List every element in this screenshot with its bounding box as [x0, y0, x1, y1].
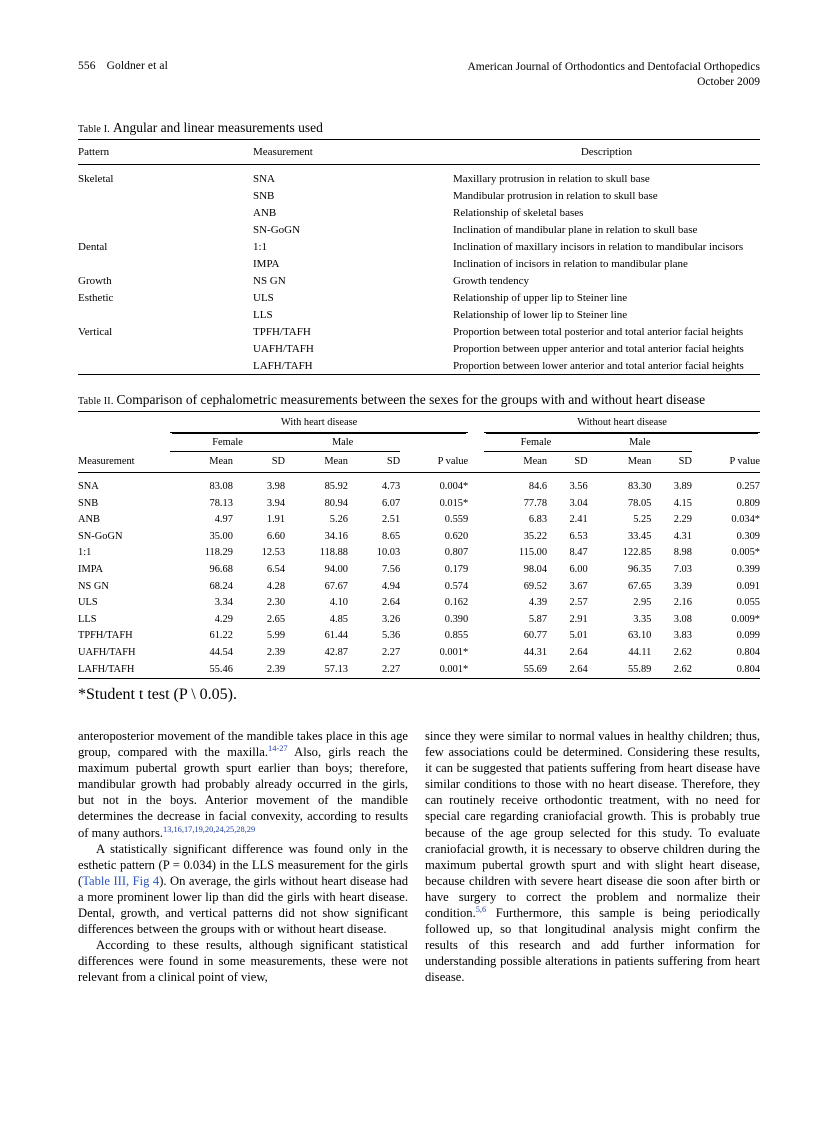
table-2-cell-wo-pvalue: 0.257 — [736, 481, 760, 492]
table-1-row — [78, 188, 760, 205]
table-2-cell-wd-m-mean: 67.67 — [324, 580, 348, 592]
reference-marker-list[interactable]: 13,16,17,19,20,24,25,28,29 — [163, 824, 256, 834]
table-2-col-wo-pvalue: P value — [729, 456, 760, 467]
table-2-col-wo-m-sd: SD — [678, 456, 692, 467]
table-2-cell-wo-m-sd: 3.08 — [673, 613, 692, 625]
table-2-cell-wo-f-mean: 4.39 — [528, 597, 548, 609]
table-2-cell-measurement: SNA — [78, 481, 99, 492]
table-2-cell-wo-m-mean: 2.95 — [633, 597, 652, 609]
table-1-row — [78, 239, 760, 256]
table-2-row — [78, 645, 760, 662]
table-2-cell-wd-f-sd: 6.54 — [266, 563, 286, 575]
table-2-body — [78, 473, 760, 687]
table-2-cell-wo-m-sd: 3.39 — [673, 580, 692, 592]
table-2-cell-wo-pvalue: 0.055 — [736, 597, 760, 609]
table-2-cell-spacer — [468, 496, 484, 513]
table-1-cell-measurement: 1:1 — [253, 240, 268, 253]
significance-star: * — [754, 613, 760, 625]
table-2-cell-wd-m-sd: 4.94 — [381, 580, 401, 592]
table-2-cell-spacer — [468, 661, 484, 678]
left-paragraph-3: According to these results, although significant statistical differences were found in some measurements, these were not relevant from a clinical point of view, — [78, 938, 408, 985]
table-2-cell-measurement: LAFH/TAFH — [78, 663, 135, 675]
table-2-column-header-row — [78, 452, 760, 473]
table-2-cell-measurement: SNB — [78, 497, 99, 509]
table-1-cell-measurement: ULS — [253, 291, 274, 304]
table-1-cell-pattern — [78, 256, 253, 273]
table-2-cell-wd-m-sd: 7.56 — [381, 563, 401, 575]
right-p1-text-a: since they were similar to normal values in healthy children; thus, few associations could be determined. Considering these results, it can be suggested that patients suffering from heart disease have similar conditions to those with no heart disease. Therefore, they can routinely receive orthodontic treatment, with no need for special care regarding craniofacial growth. This is probably true because of the age group selected for this study. To evaluate craniofacial growth, it is necessary to observe children during the maximum pubertal growth spurt and with slight heart disease, because children with severe heart disease die soon after birth or have surgery to correct the problem and normalize their condition. — [425, 729, 760, 921]
reference-marker-14-27[interactable]: 14-27 — [268, 743, 288, 753]
table-2-cell-wo-pvalue: 0.091 — [736, 580, 760, 592]
table-2-grid — [78, 411, 760, 686]
right-p1-text-b: Furthermore, this sample is being periodically followed up, so that longitudinal analysis might confirm the results of this research and add further information for understanding possible alterations in patients suffering from heart disease. — [425, 906, 760, 985]
table-2-cell-wd-m-sd: 4.73 — [381, 481, 401, 492]
body-column-right — [425, 728, 760, 986]
table-2 — [78, 392, 760, 704]
table-1-row — [78, 307, 760, 324]
table-1-cell-pattern: Esthetic — [78, 291, 114, 304]
table-1-cell-pattern — [78, 307, 253, 324]
table-2-cell-wd-pvalue: 0.179 — [444, 563, 469, 575]
table-2-row — [78, 595, 760, 612]
table-2-cell-wo-m-mean: 44.11 — [628, 646, 652, 658]
table-2-cell-wd-m-mean: 85.92 — [324, 481, 348, 492]
table-2-cell-wo-m-sd: 3.83 — [673, 630, 692, 642]
table-2-sex-wd-female: Female — [170, 433, 285, 452]
table-2-cell-wd-pvalue: 0.015* — [439, 497, 469, 509]
table-1-cell-measurement: IMPA — [253, 257, 280, 270]
table-2-cell-wd-f-sd: 1.91 — [266, 514, 286, 526]
table-2-cell-wd-f-sd: 3.98 — [266, 481, 286, 492]
table-2-cell-wo-f-mean: 60.77 — [523, 630, 548, 642]
table-1-row — [78, 222, 760, 239]
table-2-row — [78, 473, 760, 496]
table-2-cell-measurement: SN-GoGN — [78, 530, 123, 542]
table-1-cell-measurement: SNB — [253, 189, 275, 202]
table-2-cell-wd-m-mean: 34.16 — [324, 530, 348, 542]
table-2-cell-wo-m-mean: 83.30 — [627, 481, 652, 492]
table-2-cell-wd-f-sd: 2.39 — [266, 646, 286, 658]
table-2-cell-wo-m-mean: 122.85 — [622, 547, 652, 559]
table-2-cell-wd-f-mean: 118.29 — [204, 547, 233, 559]
table-1-grid — [78, 139, 760, 382]
table-2-col-wd-pvalue: P value — [437, 456, 469, 467]
table-2-cell-wd-m-sd: 10.03 — [376, 547, 401, 559]
table-2-cell-wo-f-sd: 3.04 — [569, 497, 588, 509]
table-2-footnote: *Student t test (P \ 0.05). — [78, 686, 237, 704]
table-1-cell-description: Relationship of upper lip to Steiner line — [453, 291, 628, 304]
table-2-cell-wd-f-sd: 2.65 — [266, 613, 286, 625]
table-1-cell-pattern: Growth — [78, 274, 112, 287]
table-2-row — [78, 578, 760, 595]
table-2-cell-wd-f-mean: 68.24 — [209, 580, 233, 592]
left-p2-text-b: ). On average, the girls without heart disease had a more prominent lower lip than did the girls with heart disease. Dental, growth, and vertical patterns did not show significant differences between the groups with or without heart disease. — [78, 873, 408, 937]
right-paragraph-1 — [425, 728, 760, 986]
table-2-cell-wo-f-mean: 6.83 — [528, 514, 548, 526]
table-2-cell-wd-m-mean: 80.94 — [324, 497, 348, 509]
table-2-cell-wd-m-sd: 2.51 — [381, 514, 401, 526]
table-1-cell-pattern: Skeletal — [78, 173, 114, 185]
table-2-cell-wo-f-sd: 2.91 — [569, 613, 588, 625]
table-2-number: Table II. — [78, 396, 114, 407]
table-2-cell-wd-m-mean: 5.26 — [329, 514, 348, 526]
table-2-cell-wd-m-sd: 8.65 — [381, 530, 401, 542]
table-2-cell-measurement: UAFH/TAFH — [78, 646, 136, 658]
left-p2-text-a: A statistically significant difference was found only in the esthetic pattern (P = 0.034) in the LLS measurement for the girls ( — [78, 841, 408, 888]
table-2-col-wd-m-sd: SD — [386, 456, 401, 467]
table-1-cell-pattern — [78, 341, 253, 358]
table-2-cell-wd-pvalue: 0.620 — [444, 530, 469, 542]
page-number: 556 — [78, 60, 96, 72]
table-1-cell-measurement: SN-GoGN — [253, 223, 301, 236]
table-2-sex-header-row — [78, 433, 760, 452]
table-2-cell-wo-pvalue: 0.809 — [736, 497, 760, 509]
table-2-cell-wo-m-mean: 67.65 — [627, 580, 652, 592]
left-p1-text-b: Also, girls reach the maximum pubertal growth spurt earlier than boys; therefore, mandibular growth had probably already occurred in the girls, but not in the boys. Anterior movement of the mandible determines the decrease in facial convexity, according to results of many authors. — [78, 745, 409, 840]
table-2-cell-wd-f-mean: 44.54 — [209, 646, 233, 658]
significance-star: * — [462, 497, 469, 509]
table-2-cell-wd-f-sd: 5.99 — [266, 630, 286, 642]
table-2-cell-wo-pvalue: 0.309 — [736, 530, 760, 542]
table-2-cell-measurement: ULS — [78, 597, 98, 609]
table-1-col-pattern: Pattern — [78, 146, 110, 158]
journal-title: American Journal of Orthodontics and Dentofacial Orthopedics — [467, 61, 760, 73]
table-1-cell-measurement: LLS — [253, 308, 273, 321]
table-2-cell-wd-m-sd: 2.27 — [381, 646, 401, 658]
table-2-cell-measurement: TPFH/TAFH — [78, 630, 133, 642]
table-2-sex-wd-male: Male — [285, 433, 400, 452]
table-2-col-wo-m-mean: Mean — [627, 456, 652, 467]
table-2-row — [78, 562, 760, 579]
table-2-cell-wo-f-sd: 2.64 — [569, 663, 588, 675]
table-2-group-header-row — [78, 412, 760, 433]
table-2-row — [78, 545, 760, 562]
table-2-cell-wd-m-sd: 2.27 — [381, 663, 401, 675]
table-2-cell-wd-m-mean: 4.85 — [329, 613, 348, 625]
table-2-cell-measurement: LLS — [78, 613, 97, 625]
table-2-row — [78, 612, 760, 629]
table-1-header-row — [78, 140, 760, 165]
table-2-cell-wd-m-sd: 2.64 — [381, 597, 401, 609]
table-1-row — [78, 290, 760, 307]
table-2-cell-wo-f-mean: 77.78 — [523, 497, 548, 509]
table-2-cell-spacer — [468, 612, 484, 629]
table-2-cell-wo-f-sd: 6.00 — [569, 563, 588, 575]
table-2-cell-wd-pvalue: 0.390 — [444, 613, 469, 625]
table-1 — [78, 120, 760, 382]
table-2-cell-wo-m-sd: 4.15 — [673, 497, 692, 509]
table-2-cell-wd-f-mean: 96.68 — [209, 563, 233, 575]
reference-marker-5-6[interactable]: 5,6 — [475, 904, 487, 914]
table-2-cell-wd-m-sd: 3.26 — [381, 613, 401, 625]
table-2-cell-wd-pvalue: 0.162 — [444, 597, 469, 609]
table-1-cell-pattern: Dental — [78, 240, 108, 253]
table-2-cell-wo-m-mean: 33.45 — [627, 530, 652, 542]
table-2-cell-wd-f-sd: 6.60 — [266, 530, 286, 542]
table-2-cell-measurement: 1:1 — [78, 547, 92, 559]
table-2-cell-wd-f-mean: 4.97 — [214, 514, 233, 526]
significance-star: * — [462, 481, 469, 492]
table-1-cell-description: Inclination of incisors in relation to mandibular plane — [453, 257, 688, 270]
table-1-row — [78, 324, 760, 341]
table-2-cell-wo-m-mean: 96.35 — [627, 563, 652, 575]
table-1-cell-description: Proportion between lower anterior and total anterior facial heights — [453, 359, 744, 372]
table-2-row — [78, 661, 760, 678]
body-column-left — [78, 728, 408, 986]
table-1-cell-description: Inclination of mandibular plane in relation to skull base — [453, 223, 698, 236]
table-2-cell-wd-m-mean: 61.44 — [324, 630, 348, 642]
table-2-row — [78, 529, 760, 546]
table-2-cell-wo-m-sd: 4.31 — [673, 530, 692, 542]
table-1-cell-pattern — [78, 357, 253, 374]
table-2-cell-wo-f-sd: 6.53 — [569, 530, 588, 542]
table-2-cell-wo-f-sd: 8.47 — [569, 547, 588, 559]
table-2-cell-wd-pvalue: 0.807 — [444, 547, 469, 559]
table-2-col-wd-f-sd: SD — [271, 456, 286, 467]
table-2-cell-wo-f-sd: 2.64 — [569, 646, 588, 658]
table-1-cell-description: Mandibular protrusion in relation to skull base — [453, 189, 658, 202]
table-2-cell-wd-f-sd: 2.39 — [266, 663, 286, 675]
table-2-cell-wd-pvalue: 0.855 — [444, 630, 469, 642]
running-head-authors: Goldner et al — [106, 60, 168, 72]
table-2-cell-wo-pvalue: 0.804 — [736, 663, 760, 675]
table-2-cell-measurement: ANB — [78, 514, 100, 526]
table-2-cell-wd-pvalue: 0.004* — [439, 481, 469, 492]
table-2-cell-wo-m-mean: 55.89 — [627, 663, 652, 675]
table-2-col-measurement: Measurement — [78, 456, 135, 467]
significance-star: * — [754, 514, 760, 526]
table-2-col-wo-f-sd: SD — [574, 456, 588, 467]
significance-star: * — [754, 547, 760, 559]
table-2-row — [78, 628, 760, 645]
table-2-cell-wo-m-sd: 2.62 — [673, 646, 692, 658]
table-1-cell-measurement: ANB — [253, 206, 277, 219]
table-2-cell-wd-m-mean: 94.00 — [324, 563, 348, 575]
table-2-cell-wo-f-sd: 2.41 — [569, 514, 588, 526]
table-1-cell-description: Relationship of lower lip to Steiner line — [453, 308, 628, 321]
table-1-row — [78, 357, 760, 374]
running-head-left — [78, 60, 168, 72]
table-2-cell-wo-f-mean: 98.04 — [523, 563, 548, 575]
table-2-cell-wd-m-mean: 4.10 — [329, 597, 348, 609]
table-2-cell-wd-m-mean: 118.88 — [319, 547, 348, 559]
table-2-cell-wo-pvalue: 0.009* — [731, 613, 760, 625]
table-2-cell-wo-m-sd: 8.98 — [673, 547, 692, 559]
table-2-cell-wd-pvalue: 0.001* — [439, 646, 469, 658]
running-head — [78, 60, 760, 100]
table-1-cell-measurement: UAFH/TAFH — [253, 342, 314, 355]
table-2-cell-wd-m-sd: 6.07 — [381, 497, 401, 509]
table-2-cell-wo-f-mean: 84.6 — [528, 481, 548, 492]
table-1-row — [78, 341, 760, 358]
table-2-cell-measurement: IMPA — [78, 563, 104, 575]
table-2-cell-wd-pvalue: 0.574 — [444, 580, 469, 592]
table-2-cell-wo-f-sd: 2.57 — [569, 597, 588, 609]
table-2-cell-wo-m-mean: 3.35 — [633, 613, 652, 625]
table-1-caption — [78, 120, 760, 139]
table-2-cell-wd-f-sd: 12.53 — [261, 547, 286, 559]
table-1-cell-measurement: NS GN — [253, 274, 286, 287]
table-2-cell-wo-f-mean: 115.00 — [518, 547, 548, 559]
left-p1-text-a: anteroposterior movement of the mandible takes place in this age group, compared with the maxilla. — [78, 729, 408, 760]
table-2-group-with-heart-disease: With heart disease — [170, 412, 468, 433]
table-1-cell-pattern: Vertical — [78, 325, 113, 338]
table-2-cell-wo-m-sd: 3.89 — [673, 481, 692, 492]
table-2-cell-wd-m-mean: 57.13 — [324, 663, 348, 675]
table-2-cell-wo-f-sd: 3.67 — [569, 580, 588, 592]
table-2-cell-spacer — [468, 628, 484, 645]
table-2-cell-wo-pvalue: 0.005* — [731, 547, 760, 559]
table-1-cell-description: Maxillary protrusion in relation to skull base — [453, 173, 650, 185]
table-2-title: Comparison of cephalometric measurements between the sexes for the groups with and without heart disease — [116, 392, 706, 407]
table-2-cell-wo-m-sd: 2.16 — [673, 597, 692, 609]
table-2-sex-wo-female: Female — [484, 433, 587, 452]
table-1-cell-description: Proportion between upper anterior and total anterior facial heights — [453, 342, 744, 355]
table-1-cell-measurement: SNA — [253, 173, 276, 185]
table-2-cell-wd-m-sd: 5.36 — [381, 630, 401, 642]
table-1-cell-pattern — [78, 188, 253, 205]
table-2-cell-spacer — [468, 473, 484, 496]
table-2-col-wo-f-mean: Mean — [523, 456, 548, 467]
table-2-cell-wo-f-sd: 3.56 — [569, 481, 588, 492]
table-2-cell-spacer — [468, 595, 484, 612]
table-2-cell-wd-pvalue: 0.001* — [439, 663, 469, 675]
left-paragraph-1 — [78, 728, 408, 841]
table-2-cell-wd-m-mean: 42.87 — [324, 646, 348, 658]
table-2-group-without-heart-disease: Without heart disease — [484, 412, 760, 433]
table-2-cell-wd-f-mean: 61.22 — [209, 630, 233, 642]
table-1-cell-pattern — [78, 205, 253, 222]
issue-date: October 2009 — [697, 76, 760, 88]
table-2-cell-wo-pvalue: 0.034* — [731, 514, 760, 526]
table-2-cell-wd-f-sd: 4.28 — [266, 580, 286, 592]
cross-reference-link-table3-fig4[interactable]: Table III, Fig 4 — [82, 873, 160, 888]
table-2-cell-spacer — [468, 545, 484, 562]
table-2-sex-wo-male: Male — [588, 433, 692, 452]
table-1-title: Angular and linear measurements used — [113, 120, 323, 135]
table-2-cell-spacer — [468, 512, 484, 529]
table-2-bottom-rule — [78, 679, 760, 687]
table-2-cell-wo-m-sd: 7.03 — [673, 563, 692, 575]
table-2-cell-wo-m-mean: 63.10 — [627, 630, 652, 642]
table-2-cell-wo-f-mean: 5.87 — [528, 613, 548, 625]
running-head-right — [467, 60, 760, 90]
table-2-cell-wo-m-sd: 2.29 — [673, 514, 692, 526]
table-2-cell-wo-m-sd: 2.62 — [673, 663, 692, 675]
table-1-cell-description: Inclination of maxillary incisors in relation to mandibular incisors — [453, 240, 744, 253]
table-1-row — [78, 205, 760, 222]
left-paragraph-2 — [78, 841, 408, 938]
table-1-cell-pattern — [78, 222, 253, 239]
table-1-col-measurement: Measurement — [253, 146, 313, 158]
table-1-row — [78, 273, 760, 290]
table-1-cell-description: Relationship of skeletal bases — [453, 206, 584, 219]
table-2-cell-wd-f-mean: 78.13 — [209, 497, 233, 509]
table-2-cell-wd-f-sd: 2.30 — [266, 597, 286, 609]
table-2-cell-spacer — [468, 645, 484, 662]
table-2-cell-wo-f-mean: 35.22 — [523, 530, 548, 542]
table-2-cell-wd-f-mean: 4.29 — [214, 613, 233, 625]
table-2-cell-wd-pvalue: 0.559 — [444, 514, 469, 526]
table-2-cell-wd-f-mean: 55.46 — [209, 663, 233, 675]
table-1-cell-description: Growth tendency — [453, 274, 530, 287]
table-2-cell-wo-m-mean: 5.25 — [633, 514, 652, 526]
significance-star: * — [462, 646, 469, 658]
table-2-col-wd-f-mean: Mean — [209, 456, 233, 467]
table-2-cell-wd-f-mean: 35.00 — [209, 530, 233, 542]
table-1-col-description: Description — [580, 146, 633, 158]
table-2-cell-wo-pvalue: 0.399 — [736, 563, 760, 575]
table-2-cell-wo-m-mean: 78.05 — [627, 497, 652, 509]
table-2-cell-wd-f-mean: 83.08 — [209, 481, 233, 492]
table-2-cell-wd-f-sd: 3.94 — [266, 497, 286, 509]
significance-star: * — [462, 663, 469, 675]
table-2-caption — [78, 392, 760, 411]
table-1-row — [78, 165, 760, 188]
table-2-cell-spacer — [468, 529, 484, 546]
table-2-cell-wd-f-mean: 3.34 — [214, 597, 233, 609]
table-2-row — [78, 512, 760, 529]
table-2-cell-wo-f-mean: 44.31 — [523, 646, 548, 658]
table-2-col-wd-m-mean: Mean — [324, 456, 348, 467]
table-2-cell-spacer — [468, 562, 484, 579]
table-1-body — [78, 165, 760, 383]
table-2-cell-wo-f-sd: 5.01 — [569, 630, 588, 642]
table-2-cell-measurement: NS GN — [78, 580, 109, 592]
table-2-cell-wo-f-mean: 69.52 — [523, 580, 548, 592]
table-1-cell-measurement: LAFH/TAFH — [253, 359, 313, 372]
table-1-cell-measurement: TPFH/TAFH — [253, 325, 311, 338]
table-1-number: Table I. — [78, 124, 110, 135]
table-1-bottom-rule — [78, 375, 760, 383]
table-2-cell-wo-pvalue: 0.804 — [736, 646, 760, 658]
table-2-cell-wo-pvalue: 0.099 — [736, 630, 760, 642]
table-1-cell-description: Proportion between total posterior and total anterior facial heights — [453, 325, 744, 338]
table-1-row — [78, 256, 760, 273]
table-2-cell-spacer — [468, 578, 484, 595]
table-2-row — [78, 496, 760, 513]
table-2-cell-wo-f-mean: 55.69 — [523, 663, 548, 675]
